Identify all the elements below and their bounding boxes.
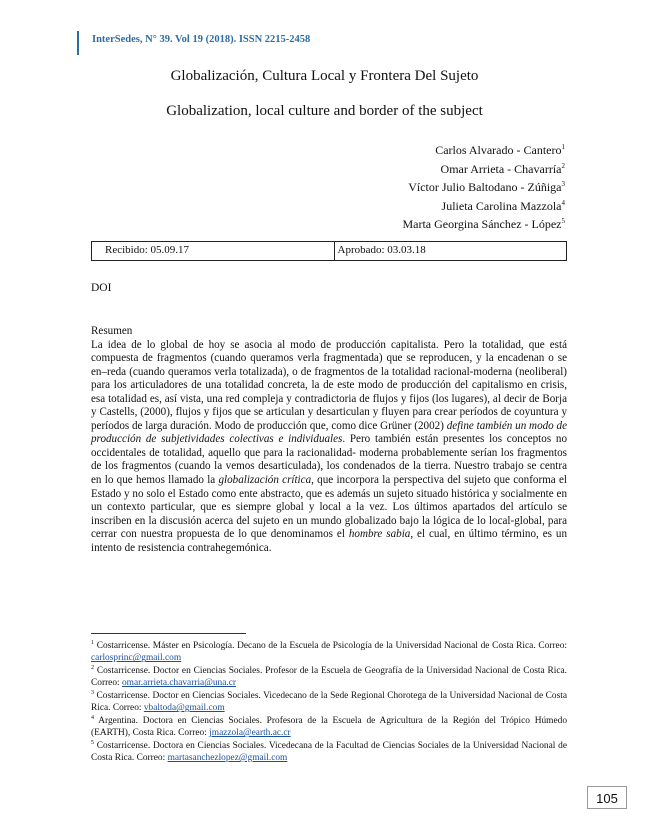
author: Omar Arrieta - Chavarría$^2$ xyxy=(440,161,565,176)
abstract-body: La idea de lo global de hoy se asocia al modo de producción capitalista. Pero la totalidad, que está compuesta de fragmentos (cuando queramos verla fragmentada) que se reproducen, y la encadenan o se en–reda (cuando queramos verla totalizada), o de fragmentos de la totalidad racional-moderna (neoliberal) para los articuladores de una totalidad concreta, la de este modo de producción del capitalismo en crisis, esa totalidad es, así vista, una red compleja y contradictoria de flujos y fijos (los lugares), al decir de Borja y Castells, (2000), flujos y fijos que se articulan y desarticulan y fluyen para crear períodos de coyuntura y períodos de larga duración. Modo de producción que, como dice Grüner (2002) define también un modo de producción de subjetividades colectivas e individuales. Pero también están presentes los conceptos no occidentales de totalidad, aquello que para la racionalidad- moderna probablemente serían los fragmentos de los fragmentos (cuando la vemos desarticulada), los condenados de la tierra. Nuestro trabajo se centra en lo que hemos llamado la globalización crítica, que incorpora la perspectiva del sujeto que conforma el Estado y no solo el Estado como ente abstracto, que es además un sujeto situado histórica y socialmente en un contexto particular, que es siempre global y local a la vez. Los últimos apartados del artículo se inscriben en la discusión acerca del sujeto en un mundo globalizado bajo la lógica de lo local-global, para cerrar con nuestra propuesta de lo que denominamos el hombre sabia, el cual, en último término, es un intento de resistencia contrahegemónica. xyxy=(91,338,568,554)
email-link[interactable]: vbaltoda@gmail.com xyxy=(143,703,225,714)
footnote: $^4$ Argentina. Doctora en Ciencias Sociales. Profesora de la Escuela de Agricultura de la Región del Trópico Húmedo (EARTH), Costa Rica. Correo: jmazzola@earth.ac.cr xyxy=(91,714,568,739)
journal-header: InterSedes, N° 39. Vol 19 (2018). ISSN 2215-2458 xyxy=(92,34,311,45)
author: Víctor Julio Baltodano - Zúñiga$^3$ xyxy=(408,180,565,195)
author-list xyxy=(402,141,565,234)
abstract-heading: Resumen xyxy=(91,325,133,337)
page-number: 105 xyxy=(587,786,627,809)
approved-date: Aprobado: 03.03.18 xyxy=(334,242,567,260)
email-link[interactable]: omar.arrieta.chavarria@una.cr xyxy=(121,678,237,689)
received-date: Recibido: 05.09.17 xyxy=(105,244,190,256)
title-english: Globalization, local culture and border of the subject xyxy=(166,103,483,119)
footnote: $^1$ Costarricense. Máster en Psicología. Decano de la Escuela de Psicología de la Universidad Nacional de Costa Rica. Correo: carlosprinc@gmail.com xyxy=(91,639,567,664)
abstract xyxy=(91,325,567,555)
title-spanish: Globalización, Cultura Local y Frontera Del Sujeto xyxy=(170,68,479,84)
author: Carlos Alvarado - Cantero$^1$ xyxy=(435,143,565,157)
email-link[interactable]: martasanchezlopez@gmail.com xyxy=(167,753,288,764)
footnote: $^3$ Costarricense. Doctor en Ciencias Sociales. Vicedecano de la Sede Regional Chorotega de la Universidad Nacional de Costa Rica. Correo: vbaltoda@gmail.com xyxy=(91,689,568,714)
author: Marta Georgina Sánchez - López$^5$ xyxy=(402,217,565,232)
header-accent-bar xyxy=(77,31,79,55)
email-link[interactable]: jmazzola@earth.ac.cr xyxy=(209,728,291,739)
footnote: $^2$ Costarricense. Doctor en Ciencias Sociales. Profesor de la Escuela de Geografía de la Universidad Nacional de Costa Rica. Correo: omar.arrieta.chavarria@una.cr xyxy=(91,664,567,689)
footnotes xyxy=(91,640,567,765)
author: Julieta Carolina Mazzola$^4$ xyxy=(441,198,565,213)
email-link[interactable]: carlosprinc@gmail.com xyxy=(91,653,182,664)
doi-label: DOI xyxy=(91,282,112,294)
dates-box xyxy=(91,241,567,261)
footnote-separator xyxy=(91,633,246,634)
footnote: $^5$ Costarricense. Doctora en Ciencias Sociales. Vicedecana de la Facultad de Ciencias Sociales de la Universidad Nacional de Costa Rica. Correo: martasanchezlopez@gmail.com xyxy=(91,739,568,764)
